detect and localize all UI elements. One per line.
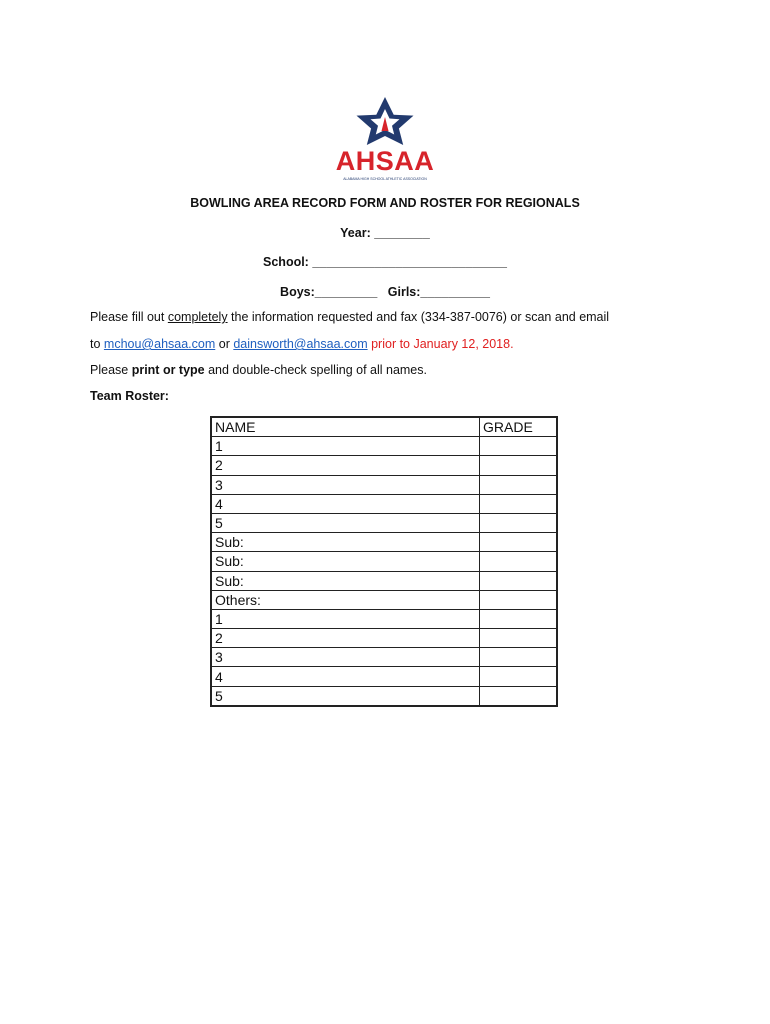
name-cell[interactable]: 4: [211, 494, 480, 513]
table-row: [211, 456, 557, 475]
grade-cell[interactable]: [480, 629, 558, 648]
instructions-line-2: to mchou@ahsaa.com or dainsworth@ahsaa.com prior to January 12, 2018.: [90, 337, 514, 351]
table-row: [211, 667, 557, 686]
name-cell[interactable]: 4: [211, 667, 480, 686]
name-cell[interactable]: Sub:: [211, 552, 480, 571]
table-row: [211, 437, 557, 456]
completely-text: completely: [167, 310, 228, 324]
grade-cell[interactable]: [480, 648, 558, 667]
table-row: [211, 571, 557, 590]
name-column-header: NAME: [211, 417, 480, 437]
table-row: [211, 648, 557, 667]
name-cell[interactable]: 3: [211, 648, 480, 667]
grade-cell[interactable]: [480, 437, 558, 456]
grade-cell[interactable]: [480, 571, 558, 590]
ahsaa-logo: [335, 95, 435, 187]
email-link-dainsworth[interactable]: dainsworth@ahsaa.com: [233, 337, 368, 351]
instructions-line-1: Please fill out completely the information requested and fax (334-387-0076) or scan and email: [90, 310, 610, 324]
logo-wordmark: AHSAA: [335, 146, 435, 176]
grade-cell[interactable]: [480, 686, 558, 706]
grade-cell[interactable]: [480, 475, 558, 494]
table-row: [211, 629, 557, 648]
school-field: School: ____________________________: [263, 255, 507, 269]
table-row: [211, 686, 557, 706]
grade-cell[interactable]: [480, 494, 558, 513]
name-cell[interactable]: Sub:: [211, 533, 480, 552]
grade-cell[interactable]: [480, 590, 558, 609]
table-row: [211, 590, 557, 609]
grade-cell[interactable]: [480, 667, 558, 686]
grade-cell[interactable]: [480, 533, 558, 552]
grade-column-header: GRADE: [480, 417, 558, 437]
logo-subtitle: ALABAMA HIGH SCHOOL ATHLETIC ASSOCIATION: [343, 177, 427, 181]
table-row: [211, 513, 557, 532]
grade-cell[interactable]: [480, 609, 558, 628]
email-link-mchou[interactable]: mchou@ahsaa.com: [103, 337, 216, 351]
table-header-row: [211, 417, 557, 437]
grade-cell[interactable]: [480, 456, 558, 475]
table-row: [211, 475, 557, 494]
print-or-type-text: print or type: [131, 363, 205, 377]
name-cell[interactable]: 5: [211, 513, 480, 532]
instructions-line-3: Please print or type and double-check spelling of all names.: [90, 363, 427, 377]
deadline-text: prior to January 12, 2018.: [367, 337, 514, 351]
table-row: [211, 533, 557, 552]
table-row: [211, 552, 557, 571]
name-cell[interactable]: Sub:: [211, 571, 480, 590]
table-row: [211, 609, 557, 628]
name-cell[interactable]: 2: [211, 456, 480, 475]
roster-table: [210, 416, 558, 707]
name-cell[interactable]: Others:: [211, 590, 480, 609]
name-cell[interactable]: 5: [211, 686, 480, 706]
form-title: BOWLING AREA RECORD FORM AND ROSTER FOR REGIONALS: [190, 196, 580, 210]
girls-field: Girls:__________: [387, 285, 490, 299]
team-roster-heading: Team Roster:: [90, 389, 169, 403]
table-row: [211, 494, 557, 513]
name-cell[interactable]: 3: [211, 475, 480, 494]
star-icon: [335, 95, 435, 147]
boys-field: Boys:_________: [280, 285, 378, 299]
grade-cell[interactable]: [480, 513, 558, 532]
name-cell[interactable]: 2: [211, 629, 480, 648]
name-cell[interactable]: 1: [211, 609, 480, 628]
boys-girls-line: [0, 285, 770, 299]
name-cell[interactable]: 1: [211, 437, 480, 456]
grade-cell[interactable]: [480, 552, 558, 571]
year-field: Year: ________: [340, 226, 430, 240]
